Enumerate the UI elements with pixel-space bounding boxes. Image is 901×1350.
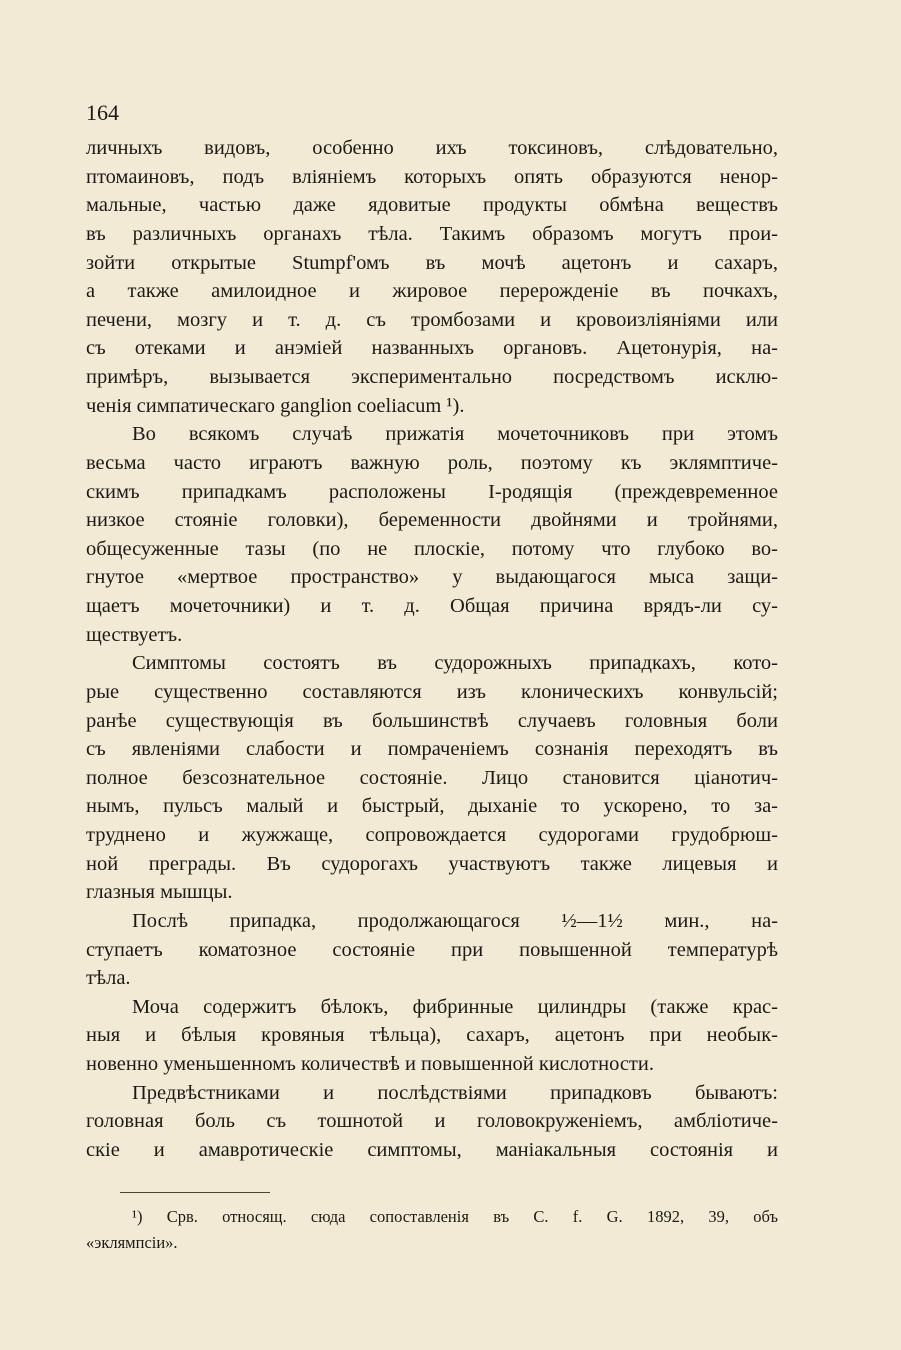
footnote-line: ¹) Срв. относящ. сюда сопоставленія въ C. f. G. 1892, 39, объ: [132, 1207, 778, 1226]
footnote-divider: [120, 1192, 270, 1193]
text-line: ступаетъ коматозное состояніе при повышенной температурѣ: [86, 938, 778, 961]
text-line: печени, мозгу и т. д. съ тромбозами и кровоизліяніями или: [86, 308, 778, 331]
text-line: птомаиновъ, подъ вліяніемъ которыхъ опять образуются ненор-: [86, 165, 778, 188]
text-line: нымъ, пульсъ малый и быстрый, дыханіе то ускорено, то за-: [86, 795, 778, 818]
text-line: глазныя мышцы.: [86, 881, 233, 904]
text-line: скимъ припадкамъ расположены I-родящія (преждевременное: [86, 480, 778, 503]
text-line: ныя и бѣлыя кровяныя тѣльца), сахаръ, ацетонъ при необык-: [86, 1024, 778, 1047]
text-line: примѣръ, вызывается экспериментально посредствомъ исклю-: [86, 366, 778, 388]
text-line: труднено и жужжаще, сопровождается судорогами грудобрюш-: [86, 824, 778, 846]
text-line: общесуженные тазы (по не плоскіе, потому что глубоко во-: [86, 537, 778, 560]
text-line: съ явленіями слабости и помраченіемъ сознанія переходятъ въ: [86, 738, 778, 761]
text-line: Послѣ припадка, продолжающагося ½—1½ мин., на-: [132, 909, 778, 932]
text-line: рые существенно составляются изъ клоническихъ конвульсій;: [86, 680, 778, 703]
text-line: низкое стояніе головки), беременности двойнями и тройнями,: [86, 509, 778, 532]
text-line: а также амилоидное и жировое перерожденіе въ почкахъ,: [86, 280, 778, 303]
text-line: ченія симпатическаго ganglion coeliacum ¹).: [86, 394, 465, 417]
text-line: личныхъ видовъ, особенно ихъ токсиновъ, слѣдовательно,: [86, 137, 778, 159]
footnotes: [86, 1204, 778, 1256]
text-line: полное безсознательное состояніе. Лицо становится ціанотич-: [86, 766, 778, 789]
text-line: новенно уменьшенномъ количествѣ и повышенной кислотности.: [86, 1053, 654, 1075]
body-text: [86, 134, 778, 1165]
text-line: весьма часто играютъ важную роль, поэтому къ эклямптиче-: [86, 451, 778, 474]
text-line: съ отеками и анэміей названныхъ органовъ. Ацетонурія, на-: [86, 337, 778, 360]
text-line: ранѣе существующія въ большинствѣ случаевъ головныя боли: [86, 709, 778, 732]
text-line: ществуетъ.: [86, 623, 183, 646]
text-line: Во всякомъ случаѣ прижатія мочеточниковъ при этомъ: [132, 423, 778, 446]
footnote-line: «эклямпсіи».: [86, 1233, 178, 1252]
text-line: скіе и амавротическіе симптомы, маніакальныя состоянія и: [86, 1138, 778, 1161]
text-line: зойти открытые Stumpf'омъ въ мочѣ ацетонъ и сахаръ,: [86, 251, 778, 274]
text-line: Предвѣстниками и послѣдствіями припадковъ бываютъ:: [132, 1081, 778, 1104]
text-line: Симптомы состоятъ въ судорожныхъ припадкахъ, кото-: [132, 652, 778, 675]
text-line: мальные, частью даже ядовитые продукты обмѣна веществъ: [86, 194, 778, 217]
text-line: тѣла.: [86, 967, 131, 990]
page-number: 164: [86, 100, 119, 125]
text-line: гнутое «мертвое пространство» у выдающагося мыса защи-: [86, 566, 778, 589]
text-line: головная боль съ тошнотой и головокруженіемъ, амбліотиче-: [86, 1110, 778, 1133]
text-line: Моча содержитъ бѣлокъ, фибринные цилиндры (также крас-: [132, 995, 778, 1018]
text-line: въ различныхъ органахъ тѣла. Такимъ образомъ могутъ прои-: [86, 222, 778, 245]
text-line: щаетъ мочеточники) и т. д. Общая причина врядъ-ли су-: [86, 595, 778, 617]
text-line: ной преграды. Въ судорогахъ участвуютъ также лицевыя и: [86, 852, 778, 875]
